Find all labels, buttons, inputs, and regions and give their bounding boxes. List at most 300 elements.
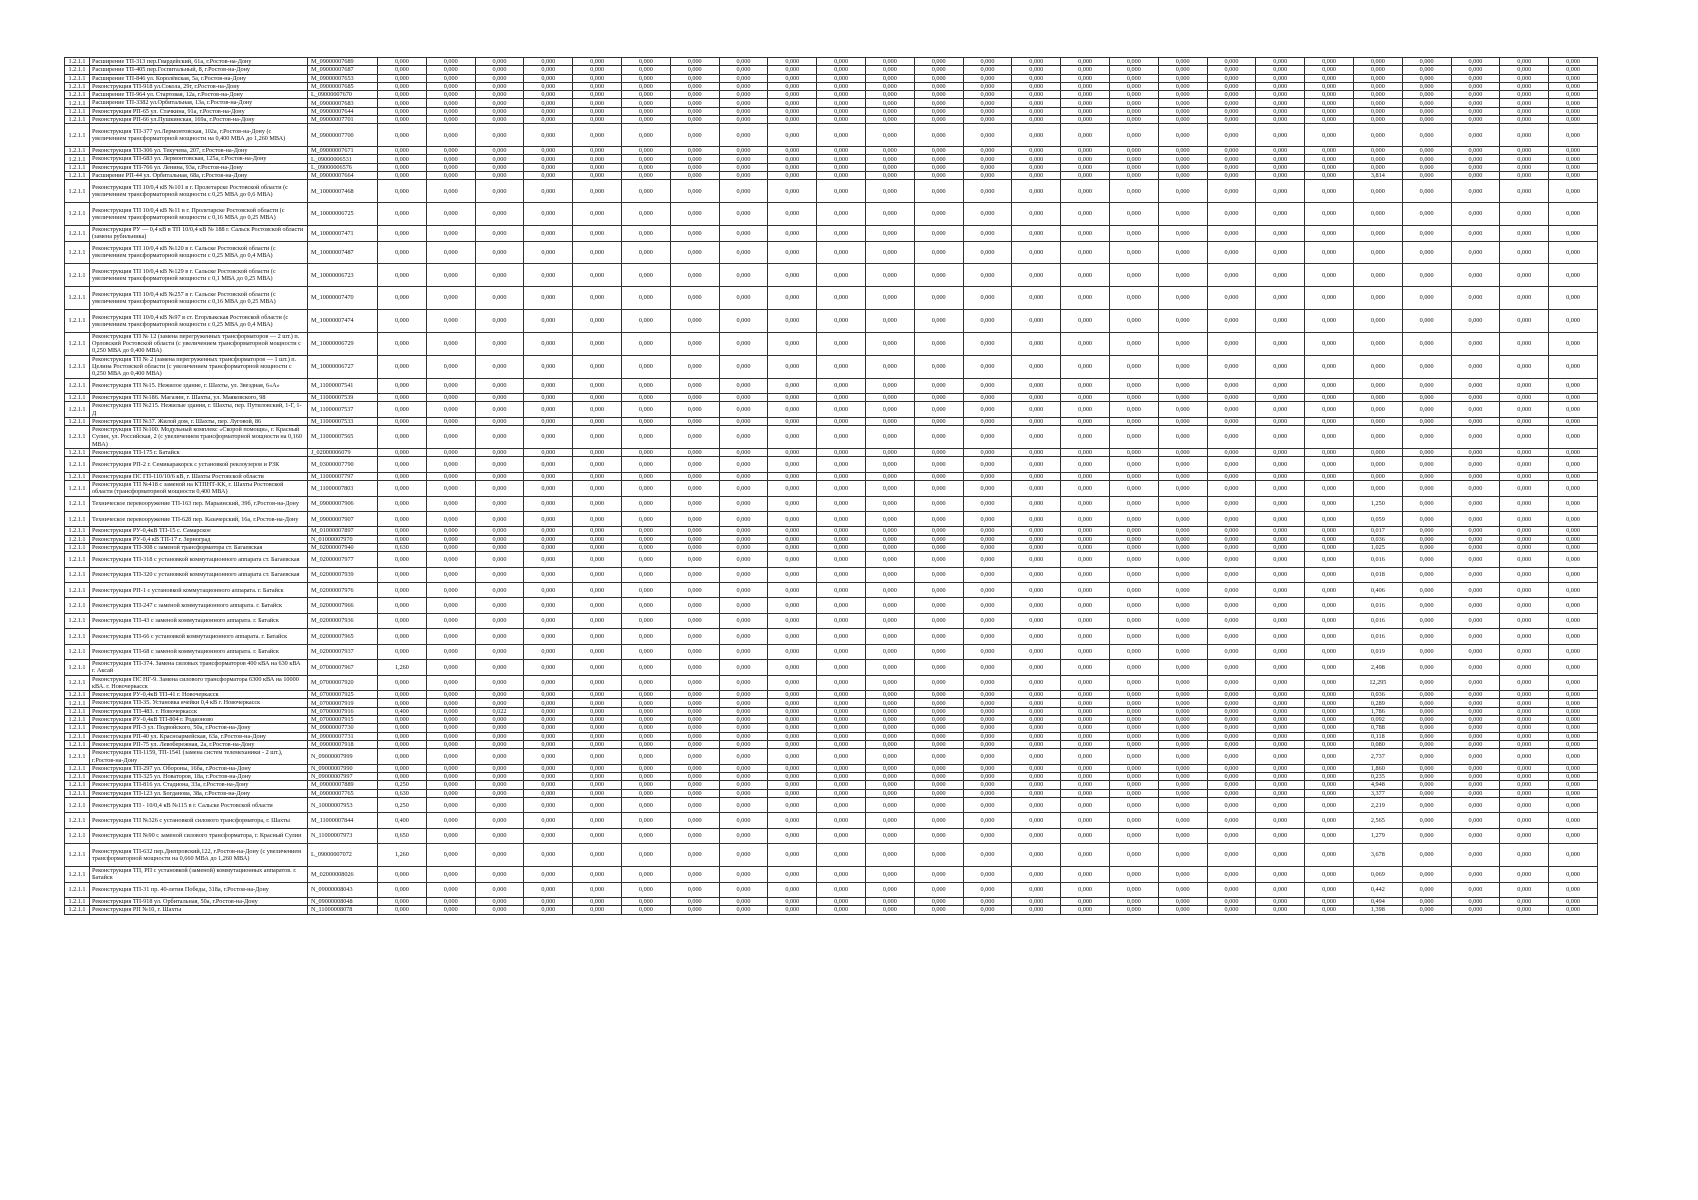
value-cell: 0,000 bbox=[1549, 155, 1598, 163]
value-cell: 0,000 bbox=[865, 716, 914, 724]
value-cell: 0,000 bbox=[1207, 99, 1256, 107]
value-cell: 0,000 bbox=[378, 773, 427, 781]
value-cell: 0,000 bbox=[817, 707, 866, 715]
value-cell: 0,000 bbox=[1500, 417, 1549, 425]
value-cell: 0,000 bbox=[378, 172, 427, 180]
value-cell: 0,000 bbox=[670, 332, 719, 355]
value-cell: 0,000 bbox=[914, 155, 963, 163]
value-cell: 0,000 bbox=[1256, 866, 1305, 882]
value-cell: 4,948 bbox=[1353, 781, 1402, 789]
value-cell: 0,000 bbox=[817, 749, 866, 765]
table-row bbox=[65, 426, 1598, 449]
value-cell: 0,000 bbox=[1158, 707, 1207, 715]
value-cell: 0,000 bbox=[426, 567, 475, 582]
value-cell: 0,000 bbox=[817, 724, 866, 732]
value-cell: 0,000 bbox=[1109, 583, 1158, 598]
value-cell: 0,000 bbox=[865, 906, 914, 914]
value-cell: 0,000 bbox=[1207, 472, 1256, 480]
value-cell: 0,000 bbox=[1158, 567, 1207, 582]
value-cell: 0,000 bbox=[670, 355, 719, 378]
table-row bbox=[65, 91, 1598, 99]
value-cell: 0,000 bbox=[573, 107, 622, 115]
value-cell: 0,000 bbox=[573, 378, 622, 393]
value-cell: 0,000 bbox=[1158, 781, 1207, 789]
project-code: M_10000006725 bbox=[308, 203, 378, 226]
value-cell: 0,000 bbox=[817, 773, 866, 781]
value-cell: 0,000 bbox=[670, 659, 719, 675]
value-cell: 0,000 bbox=[914, 629, 963, 644]
value-cell: 0,000 bbox=[1500, 116, 1549, 124]
value-cell: 0,000 bbox=[426, 866, 475, 882]
value-cell: 0,000 bbox=[573, 659, 622, 675]
value-cell: 0,000 bbox=[719, 82, 768, 90]
value-cell: 0,000 bbox=[621, 355, 670, 378]
value-cell: 0,000 bbox=[1012, 172, 1061, 180]
value-cell: 0,000 bbox=[1012, 773, 1061, 781]
value-cell: 0,000 bbox=[1402, 732, 1451, 740]
value-cell: 0,000 bbox=[914, 598, 963, 613]
project-code: M_07000007919 bbox=[308, 699, 378, 707]
value-cell: 0,000 bbox=[524, 567, 573, 582]
value-cell: 0,000 bbox=[1500, 882, 1549, 897]
value-cell: 0,000 bbox=[963, 828, 1012, 843]
value-cell: 0,000 bbox=[865, 527, 914, 535]
value-cell: 0,000 bbox=[1109, 309, 1158, 332]
value-cell: 0,000 bbox=[1353, 155, 1402, 163]
value-cell: 0,000 bbox=[768, 203, 817, 226]
value-cell: 0,000 bbox=[817, 225, 866, 241]
value-cell: 0,000 bbox=[378, 496, 427, 511]
value-cell: 0,000 bbox=[963, 91, 1012, 99]
project-name: Реконструкция ТП-175 г. Батайск bbox=[90, 448, 308, 456]
value-cell: 0,000 bbox=[1402, 629, 1451, 644]
value-cell: 0,036 bbox=[1353, 691, 1402, 699]
value-cell: 0,000 bbox=[1158, 66, 1207, 74]
value-cell: 0,000 bbox=[817, 480, 866, 496]
value-cell: 0,000 bbox=[817, 897, 866, 905]
value-cell: 0,000 bbox=[1305, 124, 1354, 147]
value-cell: 0,400 bbox=[378, 707, 427, 715]
value-cell: 0,000 bbox=[670, 91, 719, 99]
project-code: M_02000008026 bbox=[308, 866, 378, 882]
value-cell: 0,000 bbox=[914, 813, 963, 828]
value-cell: 0,000 bbox=[670, 511, 719, 526]
project-code: M_07000007920 bbox=[308, 675, 378, 691]
value-cell: 0,000 bbox=[719, 707, 768, 715]
value-cell: 0,000 bbox=[719, 264, 768, 287]
value-cell: 0,000 bbox=[963, 82, 1012, 90]
value-cell: 0,000 bbox=[378, 264, 427, 287]
value-cell: 0,000 bbox=[621, 472, 670, 480]
row-index: 1.2.1.1 bbox=[65, 798, 90, 813]
value-cell: 0,000 bbox=[621, 882, 670, 897]
value-cell: 0,000 bbox=[524, 644, 573, 659]
value-cell: 0,000 bbox=[524, 583, 573, 598]
value-cell: 0,000 bbox=[1109, 699, 1158, 707]
value-cell: 0,000 bbox=[670, 583, 719, 598]
value-cell: 0,000 bbox=[768, 99, 817, 107]
value-cell: 0,000 bbox=[524, 264, 573, 287]
value-cell: 0,000 bbox=[670, 866, 719, 882]
value-cell: 0,000 bbox=[1305, 798, 1354, 813]
value-cell: 0,000 bbox=[378, 393, 427, 401]
value-cell: 0,000 bbox=[914, 74, 963, 82]
value-cell: 0,000 bbox=[670, 241, 719, 264]
value-cell: 0,000 bbox=[768, 781, 817, 789]
row-index: 1.2.1.1 bbox=[65, 496, 90, 511]
row-index: 1.2.1.1 bbox=[65, 58, 90, 66]
value-cell: 0,000 bbox=[1451, 355, 1500, 378]
value-cell: 0,000 bbox=[1549, 906, 1598, 914]
value-cell: 0,000 bbox=[768, 906, 817, 914]
value-cell: 0,000 bbox=[865, 99, 914, 107]
value-cell: 0,000 bbox=[865, 74, 914, 82]
value-cell: 0,000 bbox=[1402, 457, 1451, 472]
value-cell: 0,000 bbox=[768, 448, 817, 456]
value-cell: 0,000 bbox=[1207, 287, 1256, 310]
value-cell: 0,000 bbox=[1256, 798, 1305, 813]
value-cell: 1,250 bbox=[1353, 496, 1402, 511]
value-cell: 0,000 bbox=[475, 393, 524, 401]
value-cell: 0,000 bbox=[963, 448, 1012, 456]
value-cell: 0,000 bbox=[670, 66, 719, 74]
value-cell: 0,000 bbox=[573, 613, 622, 628]
value-cell: 0,000 bbox=[524, 897, 573, 905]
value-cell: 0,000 bbox=[817, 99, 866, 107]
row-index: 1.2.1.1 bbox=[65, 535, 90, 543]
value-cell: 0,000 bbox=[914, 789, 963, 797]
project-code: N_09000007990 bbox=[308, 764, 378, 772]
value-cell: 0,000 bbox=[914, 480, 963, 496]
project-code: M_09000007700 bbox=[308, 124, 378, 147]
value-cell: 0,000 bbox=[1402, 740, 1451, 748]
value-cell: 0,000 bbox=[1305, 264, 1354, 287]
value-cell: 0,000 bbox=[817, 659, 866, 675]
row-index: 1.2.1.1 bbox=[65, 675, 90, 691]
value-cell: 0,000 bbox=[1256, 116, 1305, 124]
value-cell: 0,000 bbox=[719, 543, 768, 551]
value-cell: 0,000 bbox=[1305, 241, 1354, 264]
value-cell: 0,000 bbox=[817, 91, 866, 99]
value-cell: 0,000 bbox=[1451, 163, 1500, 171]
value-cell: 0,000 bbox=[573, 707, 622, 715]
value-cell: 0,000 bbox=[865, 724, 914, 732]
project-name: Реконструкция ТП-918 ул. Орбитальная, 50а, г.Ростов-на-Дону bbox=[90, 897, 308, 905]
value-cell: 0,000 bbox=[719, 535, 768, 543]
value-cell: 0,000 bbox=[1500, 180, 1549, 203]
value-cell: 0,000 bbox=[914, 417, 963, 425]
value-cell: 0,000 bbox=[1109, 598, 1158, 613]
value-cell: 0,000 bbox=[817, 511, 866, 526]
value-cell: 0,000 bbox=[865, 866, 914, 882]
value-cell: 0,000 bbox=[817, 691, 866, 699]
value-cell: 0,000 bbox=[914, 897, 963, 905]
table-row bbox=[65, 264, 1598, 287]
value-cell: 0,000 bbox=[670, 535, 719, 543]
table-row bbox=[65, 691, 1598, 699]
value-cell: 0,000 bbox=[1061, 332, 1110, 355]
value-cell: 0,000 bbox=[1256, 764, 1305, 772]
value-cell: 0,000 bbox=[475, 116, 524, 124]
value-cell: 1,398 bbox=[1353, 906, 1402, 914]
value-cell: 0,000 bbox=[817, 675, 866, 691]
value-cell: 0,000 bbox=[1207, 155, 1256, 163]
value-cell: 0,000 bbox=[1061, 552, 1110, 567]
value-cell: 0,000 bbox=[1451, 897, 1500, 905]
value-cell: 0,000 bbox=[1109, 225, 1158, 241]
value-cell: 0,000 bbox=[1109, 543, 1158, 551]
value-cell: 0,000 bbox=[865, 472, 914, 480]
value-cell: 0,000 bbox=[1012, 567, 1061, 582]
value-cell: 0,000 bbox=[426, 773, 475, 781]
value-cell: 0,000 bbox=[1109, 402, 1158, 418]
value-cell: 0,000 bbox=[1549, 583, 1598, 598]
value-cell: 0,000 bbox=[1109, 659, 1158, 675]
value-cell: 0,000 bbox=[1256, 781, 1305, 789]
value-cell: 0,000 bbox=[1500, 264, 1549, 287]
value-cell: 0,000 bbox=[621, 448, 670, 456]
value-cell: 0,000 bbox=[378, 511, 427, 526]
value-cell: 0,000 bbox=[573, 724, 622, 732]
value-cell: 0,000 bbox=[1012, 813, 1061, 828]
value-cell: 0,000 bbox=[1207, 707, 1256, 715]
value-cell: 0,000 bbox=[1402, 172, 1451, 180]
value-cell: 0,000 bbox=[1256, 203, 1305, 226]
value-cell: 0,000 bbox=[719, 124, 768, 147]
value-cell: 0,000 bbox=[1061, 99, 1110, 107]
project-code: M_07000007915 bbox=[308, 716, 378, 724]
value-cell: 0,000 bbox=[621, 583, 670, 598]
value-cell: 0,000 bbox=[1402, 203, 1451, 226]
value-cell: 0,000 bbox=[1158, 764, 1207, 772]
table-row bbox=[65, 675, 1598, 691]
value-cell: 0,000 bbox=[621, 496, 670, 511]
table-row bbox=[65, 58, 1598, 66]
value-cell: 0,000 bbox=[817, 180, 866, 203]
project-code: N_10000007953 bbox=[308, 798, 378, 813]
project-code: M_09000007687 bbox=[308, 66, 378, 74]
value-cell: 0,000 bbox=[963, 691, 1012, 699]
value-cell: 0,000 bbox=[719, 844, 768, 867]
value-cell: 0,000 bbox=[1061, 116, 1110, 124]
value-cell: 0,000 bbox=[378, 699, 427, 707]
value-cell: 0,000 bbox=[1500, 897, 1549, 905]
row-index: 1.2.1.1 bbox=[65, 882, 90, 897]
value-cell: 0,000 bbox=[573, 906, 622, 914]
value-cell: 0,000 bbox=[1305, 480, 1354, 496]
value-cell: 0,000 bbox=[914, 82, 963, 90]
value-cell: 0,000 bbox=[1061, 417, 1110, 425]
value-cell: 0,000 bbox=[1207, 740, 1256, 748]
value-cell: 0,000 bbox=[1109, 527, 1158, 535]
value-cell: 0,000 bbox=[621, 147, 670, 155]
project-code: M_10000007471 bbox=[308, 225, 378, 241]
value-cell: 0,000 bbox=[719, 378, 768, 393]
value-cell: 0,000 bbox=[865, 82, 914, 90]
value-cell: 0,000 bbox=[1549, 813, 1598, 828]
value-cell: 0,000 bbox=[1305, 789, 1354, 797]
value-cell: 0,000 bbox=[719, 567, 768, 582]
value-cell: 0,000 bbox=[1061, 66, 1110, 74]
value-cell: 0,000 bbox=[1207, 613, 1256, 628]
project-name: Реконструкция ТП 10/0,4 кВ №11 в г. Пролетарске Ростовской области (с увеличением трансформаторной мощности с 0,16 МВА до 0,25 МВА) bbox=[90, 203, 308, 226]
value-cell: 0,000 bbox=[1451, 866, 1500, 882]
project-code: N_11000007973 bbox=[308, 828, 378, 843]
value-cell: 0,000 bbox=[768, 644, 817, 659]
value-cell: 0,000 bbox=[963, 906, 1012, 914]
value-cell: 0,000 bbox=[963, 527, 1012, 535]
value-cell: 0,000 bbox=[1305, 116, 1354, 124]
value-cell: 0,000 bbox=[1256, 172, 1305, 180]
value-cell: 0,000 bbox=[1207, 583, 1256, 598]
value-cell: 0,000 bbox=[1061, 613, 1110, 628]
value-cell: 0,000 bbox=[475, 691, 524, 699]
row-index: 1.2.1.1 bbox=[65, 163, 90, 171]
row-index: 1.2.1.1 bbox=[65, 543, 90, 551]
value-cell: 0,000 bbox=[1012, 124, 1061, 147]
row-index: 1.2.1.1 bbox=[65, 287, 90, 310]
value-cell: 0,000 bbox=[524, 543, 573, 551]
value-cell: 0,000 bbox=[865, 496, 914, 511]
project-code: M_09000007918 bbox=[308, 740, 378, 748]
value-cell: 0,000 bbox=[1549, 511, 1598, 526]
value-cell: 0,000 bbox=[1207, 180, 1256, 203]
value-cell: 0,000 bbox=[1012, 583, 1061, 598]
value-cell: 0,000 bbox=[719, 699, 768, 707]
value-cell: 0,000 bbox=[1207, 378, 1256, 393]
value-cell: 0,000 bbox=[914, 309, 963, 332]
value-cell: 0,000 bbox=[1500, 764, 1549, 772]
value-cell: 0,000 bbox=[1207, 552, 1256, 567]
value-cell: 0,000 bbox=[621, 393, 670, 401]
row-index: 1.2.1.1 bbox=[65, 781, 90, 789]
value-cell: 0,000 bbox=[1158, 535, 1207, 543]
value-cell: 0,000 bbox=[1402, 107, 1451, 115]
value-cell: 0,000 bbox=[719, 527, 768, 535]
value-cell: 0,000 bbox=[1500, 402, 1549, 418]
value-cell: 0,000 bbox=[1353, 163, 1402, 171]
value-cell: 0,000 bbox=[1353, 66, 1402, 74]
value-cell: 0,000 bbox=[378, 124, 427, 147]
value-cell: 0,000 bbox=[573, 82, 622, 90]
value-cell: 0,000 bbox=[719, 426, 768, 449]
value-cell: 0,000 bbox=[1500, 798, 1549, 813]
value-cell: 0,000 bbox=[768, 844, 817, 867]
project-code: M_09000007906 bbox=[308, 496, 378, 511]
value-cell: 0,000 bbox=[1158, 629, 1207, 644]
value-cell: 0,000 bbox=[670, 426, 719, 449]
value-cell: 0,000 bbox=[1109, 172, 1158, 180]
value-cell: 0,000 bbox=[621, 781, 670, 789]
project-code: M_02000007977 bbox=[308, 552, 378, 567]
value-cell: 0,000 bbox=[475, 155, 524, 163]
value-cell: 0,000 bbox=[378, 906, 427, 914]
value-cell: 0,000 bbox=[719, 241, 768, 264]
row-index: 1.2.1.1 bbox=[65, 644, 90, 659]
value-cell: 0,000 bbox=[1207, 699, 1256, 707]
value-cell: 0,000 bbox=[1158, 91, 1207, 99]
table-row bbox=[65, 472, 1598, 480]
value-cell: 0,000 bbox=[719, 99, 768, 107]
row-index: 1.2.1.1 bbox=[65, 82, 90, 90]
value-cell: 0,000 bbox=[768, 707, 817, 715]
value-cell: 0,000 bbox=[378, 448, 427, 456]
project-code: M_09000007889 bbox=[308, 781, 378, 789]
value-cell: 0,000 bbox=[865, 644, 914, 659]
row-index: 1.2.1.1 bbox=[65, 724, 90, 732]
value-cell: 0,000 bbox=[1012, 457, 1061, 472]
project-code: M_09000007683 bbox=[308, 99, 378, 107]
value-cell: 0,000 bbox=[719, 393, 768, 401]
value-cell: 0,000 bbox=[1451, 535, 1500, 543]
value-cell: 0,000 bbox=[1549, 180, 1598, 203]
value-cell: 0,000 bbox=[670, 124, 719, 147]
value-cell: 0,000 bbox=[1353, 124, 1402, 147]
value-cell: 0,000 bbox=[1451, 457, 1500, 472]
table-row bbox=[65, 789, 1598, 797]
value-cell: 0,000 bbox=[573, 527, 622, 535]
value-cell: 0,000 bbox=[1500, 511, 1549, 526]
project-code: M_10000007487 bbox=[308, 241, 378, 264]
value-cell: 0,000 bbox=[475, 543, 524, 551]
value-cell: 0,000 bbox=[475, 535, 524, 543]
table-row bbox=[65, 866, 1598, 882]
value-cell: 0,000 bbox=[914, 613, 963, 628]
row-index: 1.2.1.1 bbox=[65, 699, 90, 707]
value-cell: 0,000 bbox=[1061, 724, 1110, 732]
value-cell: 0,000 bbox=[1012, 781, 1061, 789]
value-cell: 0,000 bbox=[1549, 264, 1598, 287]
value-cell: 0,000 bbox=[1402, 480, 1451, 496]
table-row bbox=[65, 644, 1598, 659]
value-cell: 0,000 bbox=[1256, 813, 1305, 828]
row-index: 1.2.1.1 bbox=[65, 552, 90, 567]
value-cell: 0,000 bbox=[914, 798, 963, 813]
value-cell: 0,000 bbox=[1353, 82, 1402, 90]
value-cell: 0,000 bbox=[1061, 699, 1110, 707]
value-cell: 0,000 bbox=[1549, 535, 1598, 543]
value-cell: 0,000 bbox=[1158, 496, 1207, 511]
value-cell: 0,000 bbox=[914, 124, 963, 147]
value-cell: 0,000 bbox=[719, 147, 768, 155]
value-cell: 0,000 bbox=[1549, 402, 1598, 418]
value-cell: 0,000 bbox=[768, 264, 817, 287]
project-name: Реконструкция ТП - 10/0,4 кВ №115 в г. Сальске Ростовской области bbox=[90, 798, 308, 813]
value-cell: 0,000 bbox=[1158, 740, 1207, 748]
value-cell: 0,000 bbox=[1500, 309, 1549, 332]
value-cell: 0,000 bbox=[524, 511, 573, 526]
value-cell: 0,000 bbox=[475, 813, 524, 828]
value-cell: 0,000 bbox=[1109, 691, 1158, 699]
table-row bbox=[65, 844, 1598, 867]
value-cell: 0,000 bbox=[1012, 472, 1061, 480]
value-cell: 0,000 bbox=[621, 124, 670, 147]
project-code: M_09000007689 bbox=[308, 58, 378, 66]
value-cell: 0,000 bbox=[1451, 598, 1500, 613]
value-cell: 0,000 bbox=[1061, 535, 1110, 543]
value-cell: 0,000 bbox=[378, 552, 427, 567]
value-cell: 0,000 bbox=[963, 644, 1012, 659]
value-cell: 0,000 bbox=[1451, 781, 1500, 789]
value-cell: 0,000 bbox=[1353, 225, 1402, 241]
value-cell: 0,000 bbox=[1549, 417, 1598, 425]
project-name: Реконструкция ПС ГП-110/10/6 кВ, г. Шахты Ростовской области bbox=[90, 472, 308, 480]
table-row bbox=[65, 724, 1598, 732]
value-cell: 0,000 bbox=[1353, 74, 1402, 82]
value-cell: 0,000 bbox=[768, 798, 817, 813]
project-code: M_11000007803 bbox=[308, 480, 378, 496]
row-index: 1.2.1.1 bbox=[65, 472, 90, 480]
